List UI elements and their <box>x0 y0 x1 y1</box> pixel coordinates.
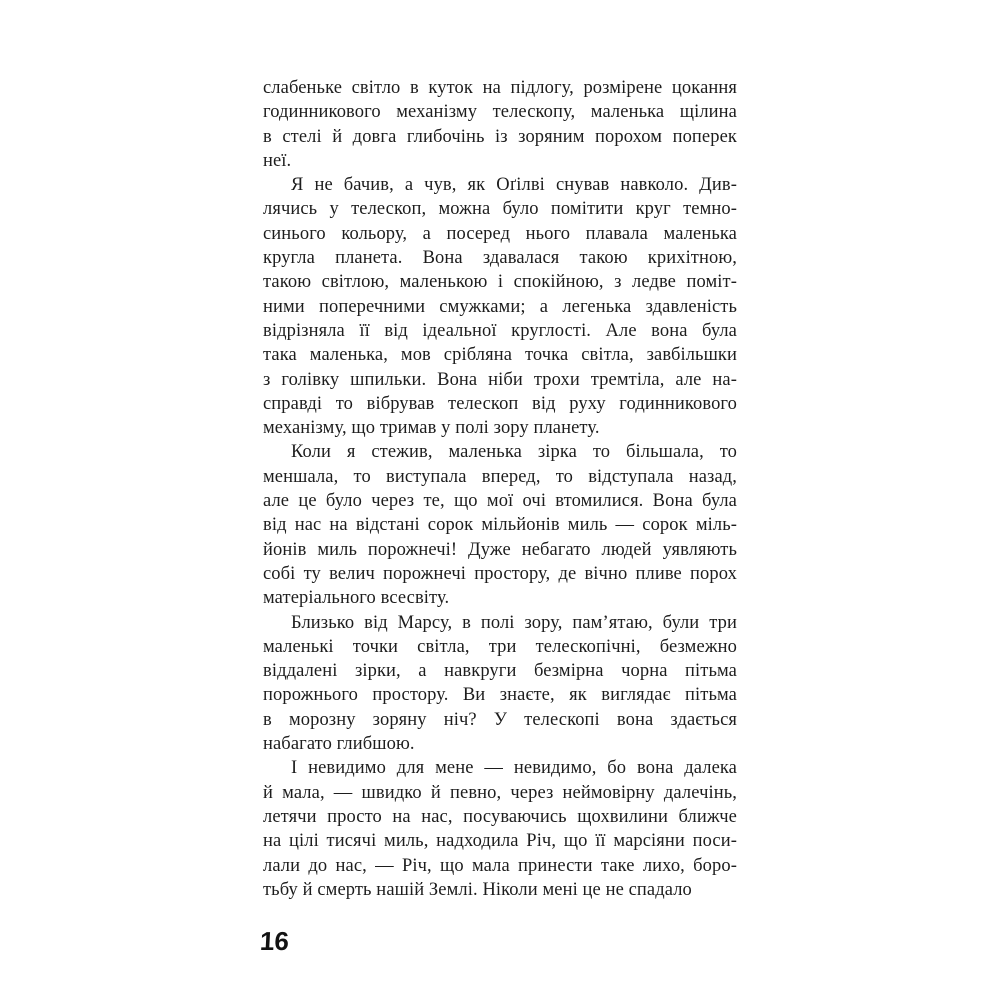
text-line: кругла планета. Вона здавалася такою крихітною, <box>263 248 737 269</box>
text-line: Коли я стежив, маленька зірка то більшала, то <box>291 442 737 463</box>
text-line: порожнього простору. Ви знаєте, як виглядає пітьма <box>263 685 737 706</box>
text-line: тьбу й смерть нашій Землі. Ніколи мені це не спадало <box>263 879 692 900</box>
text-line: в стелі й довга глибочінь із зоряним порохом поперек <box>263 126 737 147</box>
text-line: меншала, то виступала вперед, то відступала назад, <box>263 466 737 487</box>
text-line: від нас на відстані сорок мільйонів миль — сорок міль- <box>263 515 737 536</box>
text-line: відрізняла її від ідеальної круглості. Але вона була <box>263 320 737 341</box>
text-line: справді то вібрував телескоп від руху годинникового <box>263 393 737 414</box>
text-line: такою світлою, маленькою і спокійною, з ледве поміт- <box>263 272 737 293</box>
text-line: йонів миль порожнечі! Дуже небагато людей уявляють <box>263 539 737 560</box>
text-line: й мала, — швидко й певно, через неймовірну далечінь, <box>263 782 737 803</box>
text-line: слабеньке світло в куток на підлогу, розмірене цокання <box>263 78 737 98</box>
text-line: лали до нас, — Річ, що мала принести таке лихо, боро- <box>263 855 737 876</box>
text-line: але це було через те, що мої очі втомилися. Вона була <box>263 491 737 512</box>
text-line: маленькі точки світла, три телескопічні, безмежно <box>263 636 737 657</box>
page-number: 16 <box>259 926 290 956</box>
text-line: лячись у телескоп, можна було помітити круг темно- <box>263 199 737 220</box>
text-line: І невидимо для мене — невидимо, бо вона далека <box>291 758 737 779</box>
text-line: ними поперечними смужками; а легенька здавленість <box>263 296 737 317</box>
text-line: собі ту велич порожнечі простору, де вічно пливе порох <box>263 563 737 584</box>
text-line: неї. <box>263 150 292 171</box>
text-line: така маленька, мов срібляна точка світла, завбільшки <box>263 345 737 366</box>
text-line: матеріального всесвіту. <box>263 588 450 609</box>
text-line: синього кольору, а посеред нього плавала маленька <box>263 223 737 244</box>
text-line: Близько від Марсу, в полі зору, пам’ятаю, були три <box>291 612 737 633</box>
text-line: летячи просто на нас, посуваючись щохвилини ближче <box>263 806 737 827</box>
text-line: з голівку шпильки. Вона ніби трохи тремтіла, але на- <box>263 369 737 390</box>
text-line: набагато глибшою. <box>263 734 415 755</box>
text-line: на цілі тисячі миль, надходила Річ, що її марсіяни поси- <box>263 831 737 852</box>
text-column <box>263 76 737 902</box>
text-line: годинникового механізму телескопу, маленька щілина <box>263 102 737 123</box>
text-line: Я не бачив, а чув, як Оґілві снував навколо. Див- <box>291 175 737 196</box>
text-line: віддалені зірки, а навкруги безмірна чорна пітьма <box>263 661 737 682</box>
text-line: в морозну зоряну ніч? У телескопі вона здається <box>263 709 737 730</box>
text-line: механізму, що тримав у полі зору планету. <box>263 418 600 439</box>
